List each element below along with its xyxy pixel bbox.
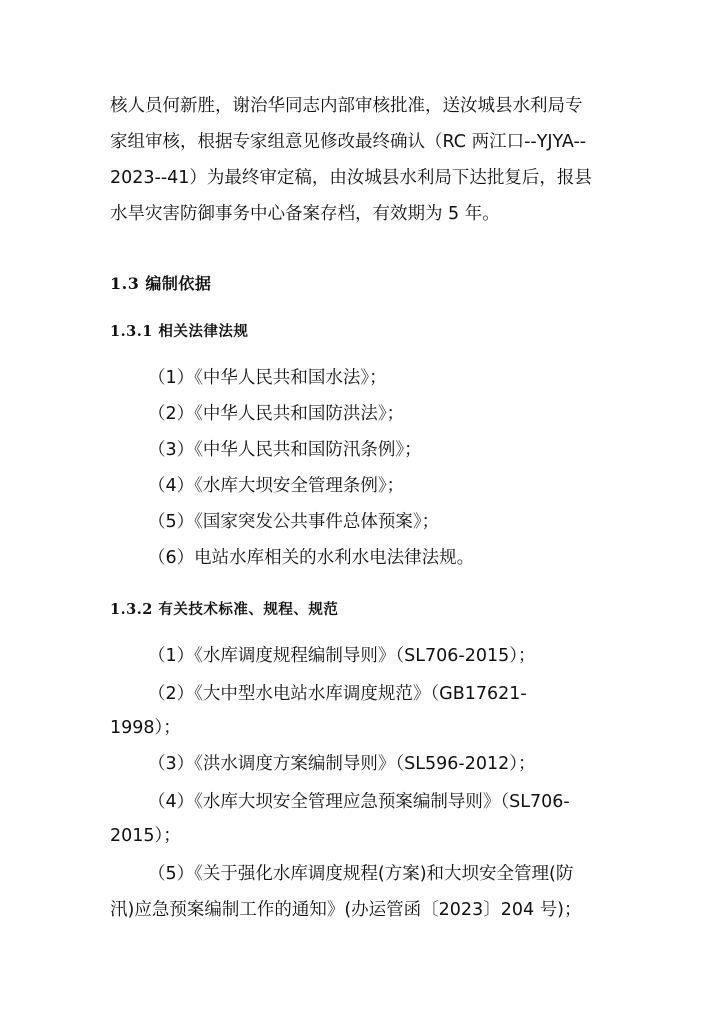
intro-line-2: 家组审核，根据专家组意见修改最终确认（RC 两江口--YJYA-- [110, 132, 587, 152]
standard-item-4-cont: 2015）； [110, 826, 181, 846]
standard-item-3: （3）《洪水调度方案编制导则》（SL596-2012）； [148, 754, 536, 774]
standard-item-4: （4）《水库大坝安全管理应急预案编制导则》（SL706- [148, 792, 570, 812]
law-item-6: （6）电站水库相关的水利水电法律法规。 [148, 548, 475, 568]
standard-item-2-cont: 1998）； [110, 718, 181, 738]
law-item-5: （5）《国家突发公共事件总体预案》； [148, 512, 440, 532]
intro-line-1: 核人员何新胜，谢治华同志内部审核批准，送汝城县水利局专 [110, 96, 583, 116]
standard-item-1: （1）《水库调度规程编制导则》（SL706-2015）； [148, 646, 536, 666]
law-item-4: （4）《水库大坝安全管理条例》； [148, 476, 405, 496]
law-item-2: （2）《中华人民共和国防洪法》； [148, 404, 405, 424]
law-item-1: （1）《中华人民共和国水法》； [148, 368, 387, 388]
intro-line-4: 水旱灾害防御事务中心备案存档，有效期为 5 年。 [110, 204, 500, 224]
standard-item-2: （2）《大中型水电站水库调度规范》（GB17621- [148, 684, 527, 704]
intro-line-3: 2023--41）为最终审定稿，由汝城县水利局下达批复后，报县 [110, 168, 592, 188]
section-heading-1-3: 1.3 编制依据 [110, 274, 212, 293]
standard-item-5-cont: 汛)应急预案编制工作的通知》(办运管函〔2023〕204 号)； [110, 900, 582, 920]
law-item-3: （3）《中华人民共和国防汛条例》； [148, 440, 422, 460]
section-heading-1-3-2: 1.3.2 有关技术标准、规程、规范 [110, 601, 339, 618]
section-heading-1-3-1: 1.3.1 相关法律法规 [110, 323, 249, 340]
standard-item-5: （5）《关于强化水库调度规程(方案)和大坝安全管理(防 [148, 864, 574, 884]
